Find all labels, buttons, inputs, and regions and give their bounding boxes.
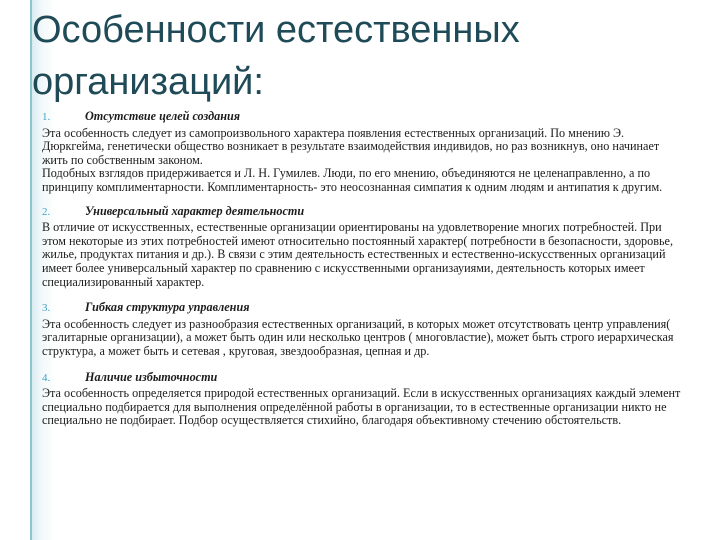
section-number: 3. — [42, 302, 51, 315]
section-number: 4. — [42, 371, 51, 384]
section-heading: Универсальный характер деятельности — [85, 203, 305, 218]
slide-margin — [0, 0, 30, 540]
section-no-creation-goals — [42, 110, 687, 195]
section-heading-row — [42, 110, 687, 125]
section-redundancy — [42, 371, 687, 428]
section-heading-row — [42, 371, 687, 386]
slide-body — [42, 110, 687, 438]
section-paragraph: Эта особенность следует из самопроизвольного характера появления естественных организаций. По мнению Э. Дюркгейма, генетически общество возникает в результате взаимодействия индивидов, но раз возникнув, оно начинает жить по собственным законом. — [42, 125, 660, 167]
section-heading-row — [42, 205, 687, 220]
slide-title-line-1: Особенности естественных — [32, 9, 520, 51]
section-number: 2. — [42, 205, 51, 218]
section-paragraph: В отличие от искусственных, естественные организации ориентированы на удовлетворение многих потребностей. При этом некоторые из этих потребностей имеют относительно постоянный характер( потребности в безопасности, здоровье, жилье, продуктах питания и др.). В связи с этим деятельность естественных и естественно-искусственных организаций имеет более универсальный характер по сравнению с искусственными организауиями, деятельность которых имеет специализированный характер. — [42, 220, 674, 289]
section-paragraph: Подобных взглядов придерживается и Л. Н. Гумилев. Люди, по его мнению, объединяются не целенаправленно, а по принципу комплиментарности. Комплиментарность- это неосознанная симпатия к одним людям и антипатия к другим. — [42, 166, 663, 194]
slide-title-line-2: организаций: — [32, 61, 264, 103]
slide-title — [32, 4, 692, 108]
section-heading-row — [42, 301, 687, 316]
section-universal-activity — [42, 205, 687, 290]
section-paragraph: Эта особенность следует из разнообразия естественных организаций, в которых может отсутствовать центр управления( эгалитарные организации), а может быть один или несколько центров ( многовластие), может быть строго иерархическая структура, а может быть и сетевая , круговая, звездообразная, цепная и др. — [42, 316, 674, 358]
section-heading: Отсутствие целей создания — [85, 109, 241, 123]
section-number: 1. — [42, 111, 51, 123]
section-heading: Наличие избыточности — [85, 369, 218, 384]
section-flexible-structure — [42, 301, 687, 358]
section-paragraph: Эта особенность определяется природой естественных организаций. Если в искусственных организациях каждый элемент специально подбирается для выполнения определённой работы в организации, то в естественные организации никто не специально не подбирает. Подбор осуществляется стихийно, благодаря объективному стечению обстоятельств. — [42, 386, 681, 428]
section-heading: Гибкая структура управления — [85, 300, 250, 315]
